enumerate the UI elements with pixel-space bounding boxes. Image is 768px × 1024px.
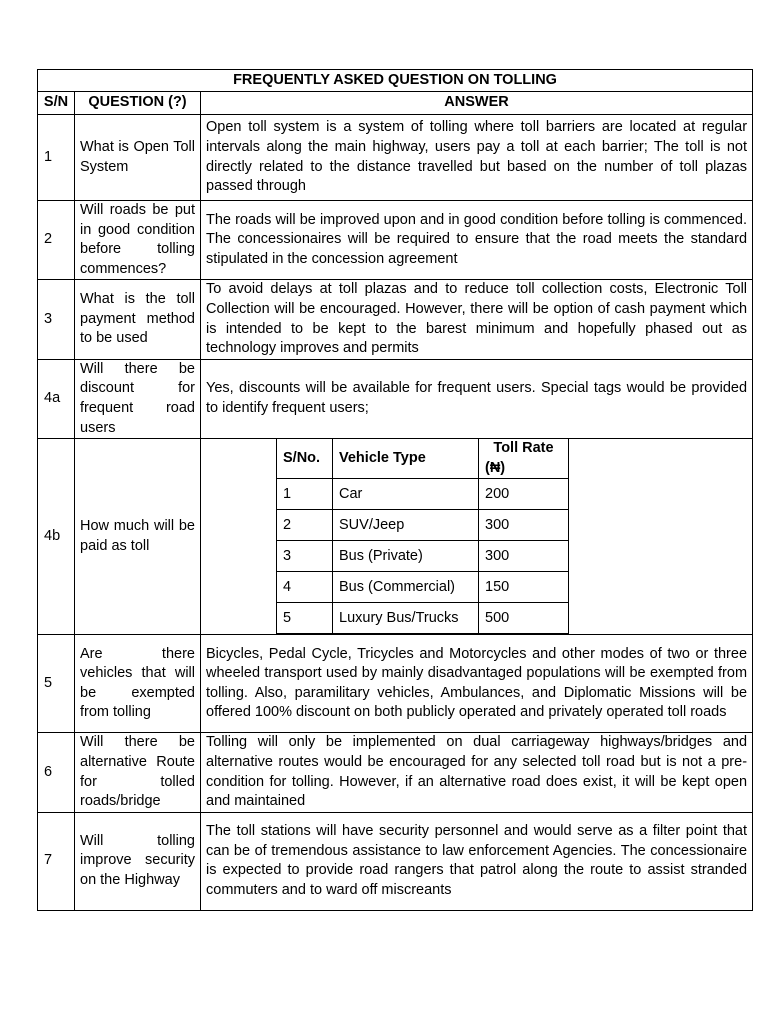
row-number: 6 — [38, 733, 75, 812]
row-question: Will there be alternative Route for tolled roads/bridge — [75, 733, 201, 812]
toll-rate: 200 — [479, 479, 569, 510]
faq-row — [38, 115, 753, 201]
row-question: What is Open Toll System — [75, 115, 201, 201]
faq-table — [37, 69, 753, 911]
toll-sno: 5 — [277, 603, 333, 634]
row-answer: Bicycles, Pedal Cycle, Tricycles and Motorcycles and other modes of two or three wheeled transport used by mainly disadvantaged populations will be exempted from tolling. Also, paramilitary vehicles, Ambulances, and Diplomatic Missions will be offered 100% discount on both publicly operated and privately operated toll roads — [201, 635, 753, 733]
toll-vehicle: Luxury Bus/Trucks — [333, 603, 479, 634]
toll-rate-row — [277, 603, 569, 634]
toll-rate: 150 — [479, 572, 569, 603]
faq-row — [38, 280, 753, 359]
toll-header-sno: S/No. — [277, 439, 333, 479]
row-answer: Open toll system is a system of tolling where toll barriers are located at regular intervals along the main highway, users pay a toll at each barrier; The toll is not directly related to the distance travelled but based on the number of toll plazas passed through — [201, 115, 753, 201]
toll-rate: 500 — [479, 603, 569, 634]
faq-row — [38, 733, 753, 812]
toll-rate-row — [277, 479, 569, 510]
row-number: 7 — [38, 812, 75, 910]
row-question: Will roads be put in good condition before tolling commences? — [75, 201, 201, 280]
row-answer: The toll stations will have security personnel and would serve as a filter point that can be of tremendous assistance to law enforcement Agencies. The concessionaire is expected to provide road rangers that patrol along the route to assist stranded commuters and to ward off miscreants — [201, 812, 753, 910]
header-answer: ANSWER — [201, 92, 753, 115]
row-number: 4b — [38, 439, 75, 635]
row-answer-toll-rates — [201, 439, 753, 635]
row-number: 4a — [38, 359, 75, 438]
toll-rate: 300 — [479, 541, 569, 572]
row-number: 3 — [38, 280, 75, 359]
row-question: Are there vehicles that will be exempted from tolling — [75, 635, 201, 733]
header-row — [38, 92, 753, 115]
faq-row — [38, 812, 753, 910]
row-number: 2 — [38, 201, 75, 280]
faq-row — [38, 201, 753, 280]
header-question: QUESTION (?) — [75, 92, 201, 115]
toll-sno: 3 — [277, 541, 333, 572]
toll-sno: 4 — [277, 572, 333, 603]
row-answer: The roads will be improved upon and in good condition before tolling is commenced. The concessionaires will be required to ensure that the road meets the standard stipulated in the concession agreement — [201, 201, 753, 280]
toll-rate: 300 — [479, 510, 569, 541]
row-question: Will there be discount for frequent road users — [75, 359, 201, 438]
row-answer: To avoid delays at toll plazas and to reduce toll collection costs, Electronic Toll Collection will be encouraged. However, there will be option of cash payment which is intended to be kept to the barest minimum and hopefully phased out as technology improves and permits — [201, 280, 753, 359]
toll-vehicle: SUV/Jeep — [333, 510, 479, 541]
toll-rate-table — [276, 439, 569, 634]
table-title: FREQUENTLY ASKED QUESTION ON TOLLING — [38, 70, 753, 92]
row-number: 5 — [38, 635, 75, 733]
toll-rate-row — [277, 572, 569, 603]
row-question: Will tolling improve security on the Highway — [75, 812, 201, 910]
header-sn: S/N — [38, 92, 75, 115]
toll-header-rate: Toll Rate (₦) — [479, 439, 569, 479]
toll-rate-header-row — [277, 439, 569, 479]
row-answer: Yes, discounts will be available for frequent users. Special tags would be provided to identify frequent users; — [201, 359, 753, 438]
row-number: 1 — [38, 115, 75, 201]
row-question: What is the toll payment method to be used — [75, 280, 201, 359]
faq-row — [38, 359, 753, 438]
toll-sno: 2 — [277, 510, 333, 541]
toll-vehicle: Bus (Commercial) — [333, 572, 479, 603]
title-row — [38, 70, 753, 92]
row-answer: Tolling will only be implemented on dual carriageway highways/bridges and alternative routes would be encouraged for any selected toll road but is not a pre-condition for tolling. However, if an alternative road does exist, it will be kept open and maintained — [201, 733, 753, 812]
toll-vehicle: Bus (Private) — [333, 541, 479, 572]
toll-header-vehicle: Vehicle Type — [333, 439, 479, 479]
toll-rate-row — [277, 510, 569, 541]
toll-vehicle: Car — [333, 479, 479, 510]
toll-rate-row — [277, 541, 569, 572]
faq-row — [38, 439, 753, 635]
toll-sno: 1 — [277, 479, 333, 510]
row-question: How much will be paid as toll — [75, 439, 201, 635]
faq-row — [38, 635, 753, 733]
